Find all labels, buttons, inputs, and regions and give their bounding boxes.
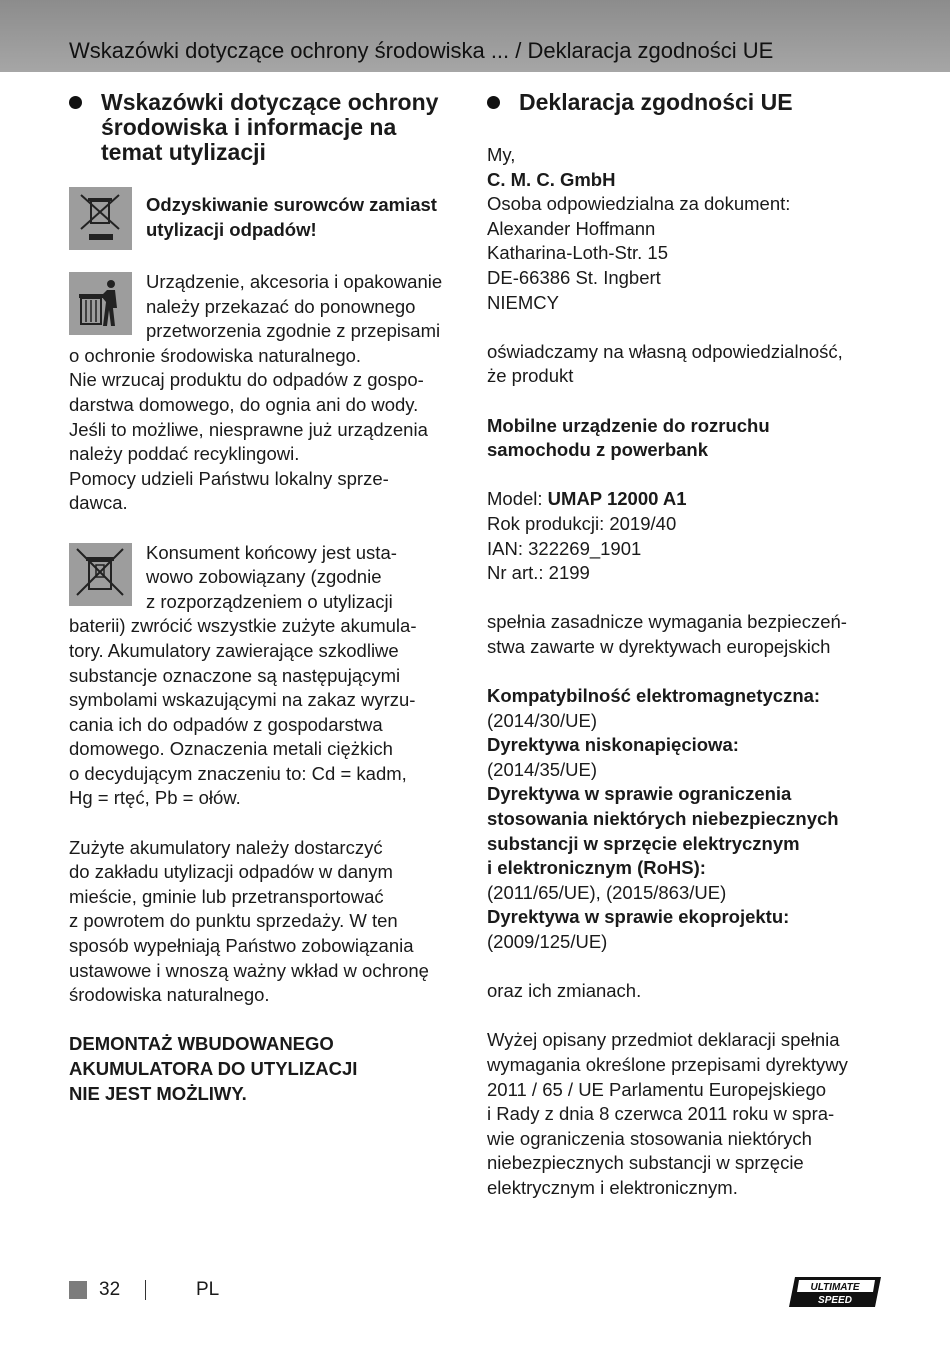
text-line: ustawowe i wnoszą ważny wkład w ochronę xyxy=(69,959,429,981)
text-line: o ochronie środowiska naturalnego. xyxy=(69,344,362,366)
header-title: Wskazówki dotyczące ochrony środowiska ... / Deklaracja zgodności UE xyxy=(69,38,774,63)
text-line: z powrotem do punktu sprzedaży. W ten xyxy=(69,910,398,932)
environment-heading: Wskazówki dotyczące ochrony środowiska i informacje na temat utylizacji xyxy=(69,90,464,165)
declare-paragraph xyxy=(487,340,882,389)
bullet-icon xyxy=(487,96,500,109)
text-line: Nie wrzucaj produktu do odpadów z gospo- xyxy=(69,369,424,391)
text-line: Hg = rtęć, Pb = ołów. xyxy=(69,787,241,809)
footer-divider xyxy=(145,1280,146,1300)
crossed-bin-icon xyxy=(69,187,132,250)
directive-title: i elektronicznym (RoHS): xyxy=(487,857,706,879)
text-line: My, xyxy=(487,144,516,165)
recycle-title-line: Odzyskiwanie surowców zamiast xyxy=(146,194,437,215)
text-line: baterii) zwrócić wszystkie zużyte akumula- xyxy=(69,615,417,637)
page-number: 32 xyxy=(99,1279,121,1300)
text-line: należy poddać recyklingowi. xyxy=(69,443,300,465)
text-line: wowo zobowiązany (zgodnie xyxy=(146,566,382,588)
text-line: 2011 / 65 / UE Parlamentu Europejskiego xyxy=(487,1078,827,1100)
text-line: dawca. xyxy=(69,492,128,514)
text-line: do zakładu utylizacji odpadów w danym xyxy=(69,861,393,883)
text-line: darstwa domowego, do ognia ani do wody. xyxy=(69,393,419,415)
product-info xyxy=(487,487,882,585)
text-line: stwa zawarte w dyrektywach europejskich xyxy=(487,635,831,657)
text-line: Nr art.: 2199 xyxy=(487,562,590,584)
battery-warning xyxy=(69,1032,464,1106)
text-line: NIE JEST MOŻLIWY. xyxy=(69,1082,247,1104)
text-line: symbolami wskazującymi na zakaz wyrzu- xyxy=(69,689,416,711)
declaration-heading: Deklaracja zgodności UE xyxy=(487,90,882,115)
text-line: wymagania określone przepisami dyrektywy xyxy=(487,1053,848,1075)
meets-paragraph xyxy=(487,610,882,659)
text-line: Urządzenie, akcesoria i opakowanie xyxy=(146,271,443,292)
footer-marker xyxy=(69,1281,87,1299)
text-line: Jeśli to możliwe, niesprawne już urządzenia xyxy=(69,418,428,440)
text-line: DEMONTAŻ WBUDOWANEGO xyxy=(69,1033,334,1055)
directives-list xyxy=(487,684,882,955)
text-line: oświadczamy na własną odpowiedzialność, xyxy=(487,340,843,362)
device-disposal-block xyxy=(69,270,464,516)
text-line: należy przekazać do ponownego xyxy=(146,295,416,317)
directive-title: Dyrektywa w sprawie ograniczenia xyxy=(487,783,792,805)
directive-title: Dyrektywa w sprawie ekoprojektu: xyxy=(487,906,790,928)
text-line: samochodu z powerbank xyxy=(487,439,709,461)
directive-value: (2011/65/UE), (2015/863/UE) xyxy=(487,881,727,903)
directive-title: substancji w sprzęcie elektrycznym xyxy=(487,832,800,854)
directive-value: (2014/30/UE) xyxy=(487,709,598,731)
model-value: UMAP 12000 A1 xyxy=(547,488,687,510)
text-line: Pomocy udzieli Państwu lokalny sprze- xyxy=(69,467,389,489)
text-line: Zużyte akumulatory należy dostarczyć xyxy=(69,836,383,858)
text-line: niebezpiecznych substancji w sprzęcie xyxy=(487,1152,804,1174)
logo-line1: ULTIMATE xyxy=(810,1282,860,1293)
person-bin-icon xyxy=(69,272,132,335)
environment-section xyxy=(69,90,464,1106)
text-line: elektrycznym i elektronicznym. xyxy=(487,1176,738,1198)
text-line: Wyżej opisany przedmiot deklaracji spełnia xyxy=(487,1029,840,1051)
text-line: wie ograniczenia stosowania niektórych xyxy=(487,1127,812,1149)
text-line: spełnia zasadnicze wymagania bezpieczeń- xyxy=(487,611,847,633)
directive-title: Dyrektywa niskonapięciowa: xyxy=(487,734,739,756)
final-paragraph xyxy=(487,1028,882,1200)
text-line: Mobilne urządzenie do rozruchu xyxy=(487,414,770,436)
text-line: cania ich do odpadów z gospodarstwa xyxy=(69,713,383,735)
text-line: Rok produkcji: 2019/40 xyxy=(487,512,677,534)
text-line: z rozporządzeniem o utylizacji xyxy=(146,590,393,612)
text-line: tory. Akumulatory zawierające szkodliwe xyxy=(69,639,399,661)
battery-disposal-block xyxy=(69,541,464,812)
amendments-text: oraz ich zmianach. xyxy=(487,980,642,1002)
text-line: DE-66386 St. Ingbert xyxy=(487,266,661,288)
text-line: Konsument końcowy jest usta- xyxy=(146,541,397,563)
text-line: Alexander Hoffmann xyxy=(487,217,656,239)
text-line: AKUMULATORA DO UTYLIZACJI xyxy=(69,1058,358,1079)
directive-title: stosowania niektórych niebezpiecznych xyxy=(487,808,839,830)
recycle-block xyxy=(69,187,464,256)
model-label: Model: xyxy=(487,488,548,510)
declaration-section xyxy=(487,90,882,1201)
text-line: substancje oznaczone są następującymi xyxy=(69,664,401,686)
text-line: o decydującym znaczeniu to: Cd = kadm, xyxy=(69,762,407,784)
recycle-title-line: utylizacji odpadów! xyxy=(146,218,317,240)
text-line: NIEMCY xyxy=(487,291,559,313)
page-header xyxy=(0,0,950,72)
text-line: mieście, gminie lub przetransportować xyxy=(69,885,384,907)
text-line: środowiska naturalnego. xyxy=(69,984,270,1006)
text-line: przetworzenia zgodnie z przepisami xyxy=(146,320,441,342)
text-line: IAN: 322269_1901 xyxy=(487,537,642,559)
product-name xyxy=(487,414,882,463)
bullet-icon xyxy=(69,96,82,109)
crossed-battery-bin-icon xyxy=(69,543,132,606)
text-line: i Rady z dnia 8 czerwca 2011 roku w spra- xyxy=(487,1103,835,1125)
text-line: domowego. Oznaczenia metali ciężkich xyxy=(69,738,393,760)
company-name: C. M. C. GmbH xyxy=(487,168,616,190)
text-line: Osoba odpowiedzialna za dokument: xyxy=(487,193,791,215)
directive-value: (2009/125/UE) xyxy=(487,931,608,952)
ultimate-speed-logo xyxy=(789,1277,881,1307)
text-line: Katharina-Loth-Str. 15 xyxy=(487,242,668,264)
directive-value: (2014/35/UE) xyxy=(487,758,598,780)
language-code: PL xyxy=(196,1279,220,1300)
logo-line2: SPEED xyxy=(818,1295,852,1306)
text-line: sposób wypełniają Państwo zobowiązania xyxy=(69,935,414,957)
text-line: że produkt xyxy=(487,365,574,387)
manufacturer-block xyxy=(487,143,882,315)
used-batteries-paragraph xyxy=(69,836,464,1008)
directive-title: Kompatybilność elektromagnetyczna: xyxy=(487,685,821,707)
